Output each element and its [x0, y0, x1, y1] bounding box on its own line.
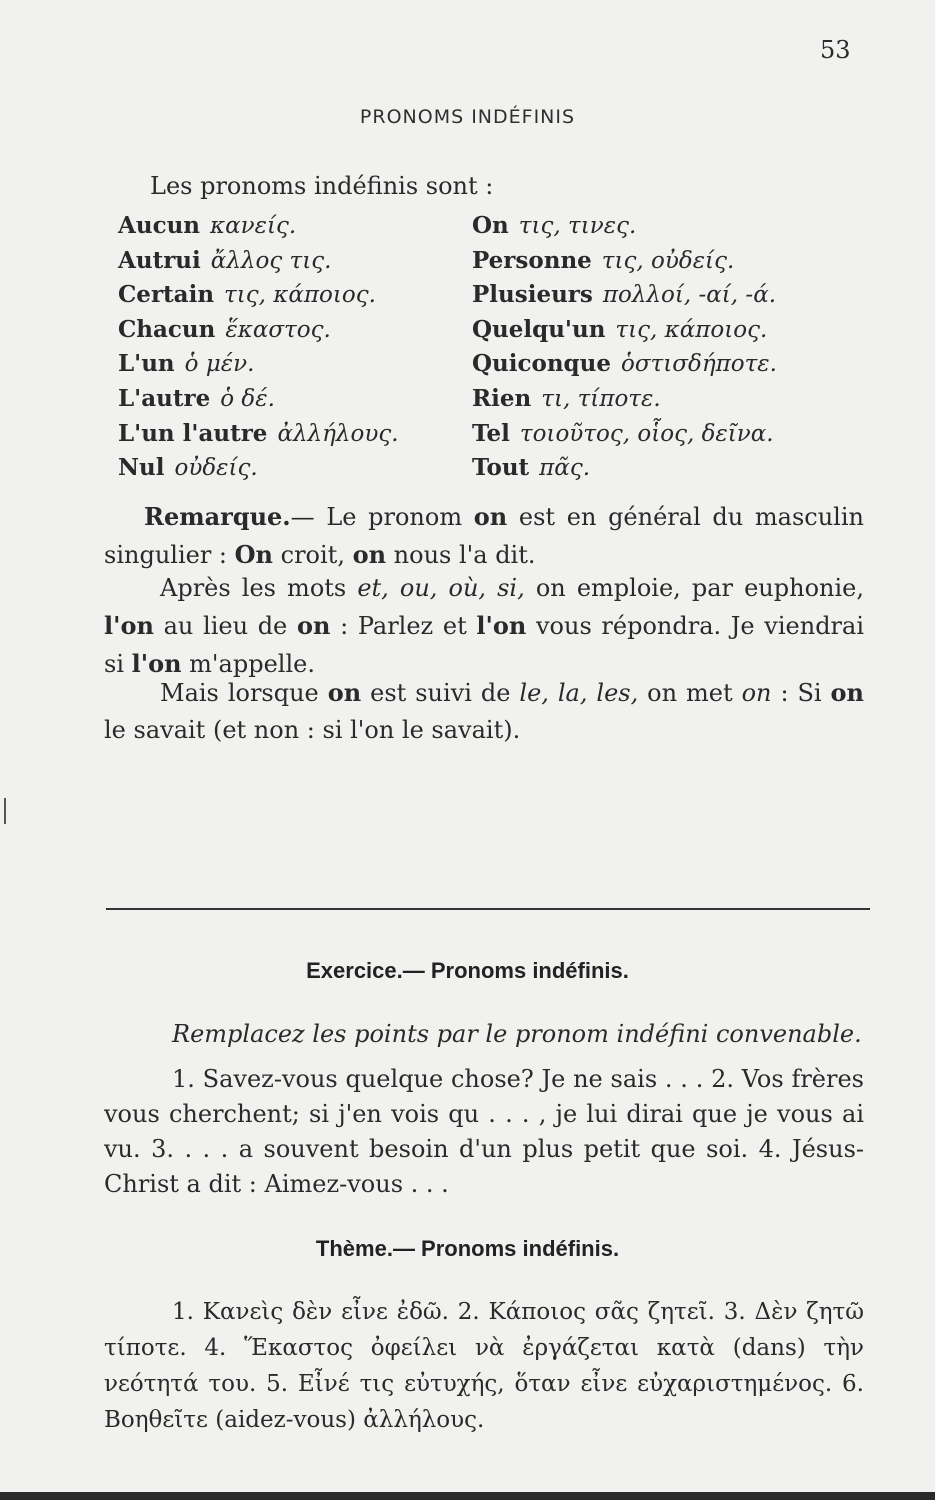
remarque-label: Remarque. [144, 502, 291, 531]
pronoun-row [118, 212, 399, 247]
page-number: 53 [820, 36, 851, 64]
pronoun-list-left [118, 212, 399, 489]
pronoun-french: Certain [118, 281, 215, 309]
pronoun-greek: οὐδείς. [174, 455, 258, 482]
pronoun-greek: πολλοί, -αί, -ά. [602, 282, 777, 309]
pronoun-french: Rien [472, 384, 532, 412]
pronoun-french: L'un [118, 350, 175, 378]
pronoun-row [472, 212, 777, 247]
apres-paragraph: Après les mots et, ou, où, si, on emploie, par euphonie, l'on au lieu de on : Parlez et l'on vous répondra. Je viendrai si l'on m'appelle. [104, 574, 865, 678]
theme-text: 1. Κανεὶς δὲν εἶνε ἐδῶ. 2. Κάποιος σᾶς ζητεῖ. 3. Δὲν ζητῶ τίποτε. 4. Ἕκαστος ὀφείλει νὰ ἐργάζεται κατὰ (dans) τὴν νεότητά του. 5. Εἶνέ τις εὐτυχής, ὅταν εἶνε εὐχαριστημένος. 6. Βοηθεῖτε (aidez-vous) ἀλλήλους. [104, 1299, 864, 1433]
exercice-title: Exercice.— Pronoms indéfinis. [306, 958, 629, 983]
mais-paragraph: Mais lorsque on est suivi de le, la, les, on met on : Si on le savait (et non : si l'on le savait). [104, 678, 865, 744]
pronoun-french: L'autre [118, 384, 211, 412]
pronoun-greek: τι, τίποτε. [541, 385, 661, 412]
scan-edge [0, 1492, 935, 1500]
pronoun-row [118, 454, 399, 489]
remarque-paragraph: Remarque.— Le pronom on est en général du masculin singulier : On croit, on nous l'a dit. [104, 502, 864, 569]
pronoun-list-right [472, 212, 777, 489]
pronoun-greek: τις, οὐδείς. [601, 247, 735, 274]
exercice-instruction: Remplacez les points par le pronom indéfini convenable. [172, 1020, 862, 1048]
scan-mark [4, 798, 6, 824]
pronoun-french: Tel [472, 419, 510, 447]
pronoun-greek: τις, τινες. [518, 213, 637, 239]
pronoun-french: Chacun [118, 315, 216, 343]
pronoun-greek: ἀλλήλους. [277, 420, 399, 447]
pronoun-french: Tout [472, 454, 530, 482]
pronoun-row [118, 350, 399, 385]
pronoun-french: Quiconque [472, 350, 611, 378]
pronoun-greek: ὁστισδήποτε. [621, 351, 777, 378]
pronoun-greek: τις, κάποιος. [615, 316, 768, 343]
pronoun-french: L'un l'autre [118, 419, 268, 447]
pronoun-french: Nul [118, 454, 165, 482]
pronoun-row [472, 420, 777, 455]
pronoun-greek: κανείς. [210, 213, 297, 239]
pronoun-row [472, 281, 777, 316]
pronoun-row [472, 385, 777, 420]
pronoun-greek: πᾶς. [539, 455, 591, 482]
pronoun-row [118, 247, 399, 282]
pronoun-row [118, 420, 399, 455]
pronoun-row [118, 385, 399, 420]
theme-title: Thème.— Pronoms indéfinis. [315, 1236, 620, 1261]
section-divider [106, 908, 870, 910]
pronoun-french: Autrui [118, 246, 201, 274]
pronoun-greek: ὁ δέ. [220, 385, 275, 412]
pronoun-row [472, 316, 777, 351]
pronoun-row [118, 316, 399, 351]
pronoun-row [472, 350, 777, 385]
pronoun-french: Plusieurs [472, 281, 593, 309]
pronoun-greek: τις, κάποιος. [224, 282, 376, 309]
pronoun-french: Personne [472, 246, 592, 274]
pronoun-french: On [472, 212, 509, 239]
pronoun-row [472, 247, 777, 282]
pronoun-french: Aucun [118, 212, 201, 239]
pronoun-row [118, 281, 399, 316]
pronoun-greek: ὁ μέν. [184, 351, 255, 378]
pronoun-greek: τοιοῦτος, οἷος, δεῖνα. [519, 420, 774, 447]
pronoun-row [472, 454, 777, 489]
pronoun-french: Quelqu'un [472, 315, 606, 343]
running-head: PRONOMS INDÉFINIS [359, 106, 576, 128]
intro-line: Les pronoms indéfinis sont : [150, 172, 494, 200]
exercice-text: 1. Savez-vous quelque chose? Je ne sais . . . 2. Vos frères vous cherchent; si j'en vois qu . . . , je lui dirai que je vous ai vu. 3. . . . a souvent besoin d'un plus petit que soi. 4. Jésus-Christ a dit : Aimez-vous . . . [104, 1065, 864, 1198]
pronoun-greek: ἕκαστος. [225, 316, 331, 343]
pronoun-greek: ἄλλος τις. [210, 247, 332, 274]
